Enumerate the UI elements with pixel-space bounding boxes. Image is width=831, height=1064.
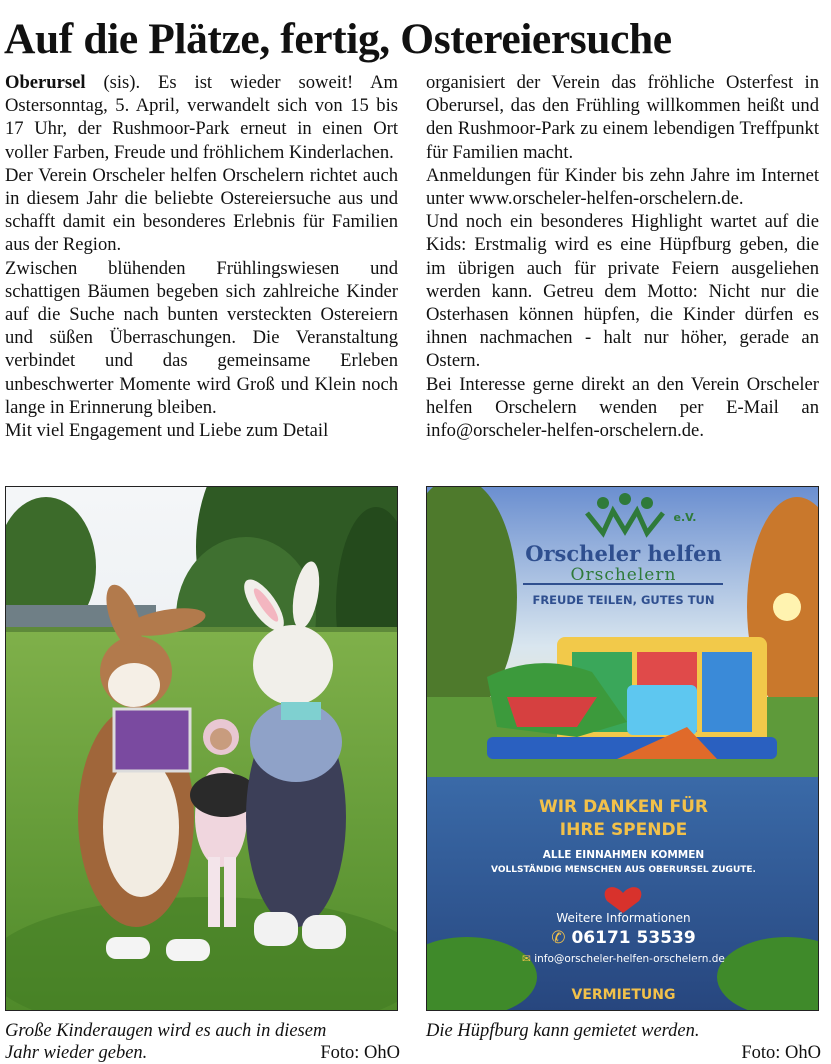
caption-text: Die Hüpfburg kann gemietet werden. xyxy=(426,1021,700,1041)
flyer-phone-number: 06171 53539 xyxy=(571,928,696,948)
article-headline: Auf die Plätze, fertig, Ostereiersuche xyxy=(4,15,672,63)
flyer-rental: VERMIETUNG xyxy=(571,987,676,1003)
flyer-org-name-1: Orscheler helfen xyxy=(525,541,722,566)
flyer-income-1: ALLE EINNAHMEN KOMMEN xyxy=(542,849,705,861)
flyer-email xyxy=(427,953,819,965)
photo-credit: Foto: OhO xyxy=(320,1043,400,1063)
flyer-more-info: Weitere Informationen xyxy=(556,911,691,925)
caption-text: Jahr wieder geben. xyxy=(5,1043,148,1063)
phone-icon: ✆ xyxy=(551,928,572,948)
flyer-email-address: info@orscheler-helfen-orschelern.de xyxy=(534,953,725,965)
caption-text: Große Kinderaugen wird es auch in diesem xyxy=(5,1021,327,1041)
flyer-thanks-2: IHRE SPENDE xyxy=(559,820,688,840)
flyer-slogan: FREUDE TEILEN, GUTES TUN xyxy=(532,593,715,607)
paragraph: Mit viel Engagement und Liebe zum Detail xyxy=(5,420,329,442)
paragraph-text: (sis). Es ist wieder soweit! Am Ostersonntag, 5. April, verwandelt sich von 15 bis 17 Uhr, der Rushmoor-Park erneut in einen Ort voller Farben, Freude und fröhlichem Kinderlachen. xyxy=(5,72,398,163)
photo-easter-bunnies xyxy=(5,486,398,1011)
flyer-bouncy-castle xyxy=(426,486,819,1011)
caption-right xyxy=(426,1020,821,1064)
flyer-org-name-2: Orschelern xyxy=(570,565,677,585)
caption-left xyxy=(5,1020,400,1064)
paragraph xyxy=(5,71,398,164)
article-column-left xyxy=(5,71,398,442)
paragraph: organisiert der Verein das fröhliche Osterfest in Oberursel, das den Frühling willkommen heißt und den Rushmoor-Park zu einem lebendigen Treffpunkt für Familien macht. xyxy=(426,72,819,163)
paragraph: Bei Interesse gerne direkt an den Verein Orscheler helfen Orschelern wenden per E-Mail an info@orscheler-helfen-orschelern.de. xyxy=(426,373,819,442)
paragraph: Und noch ein besonderes Highlight wartet auf die Kids: Erstmalig wird es eine Hüpfburg geben, die im übrigen auch für private Feiern ausgeliehen werden kann. Getreu dem Motto: Nicht nur die Osterhasen können hüpfen, die Kinder dürfen es ihnen nachmachen - halt nur höher, gerade an Ostern. xyxy=(426,211,819,372)
paragraph: Zwischen blühenden Frühlingswiesen und schattigen Bäumen begeben sich zahlreiche Kinder auf die Suche nach bunten versteckten Ostereiern und süßen Überraschungen. Die Veranstaltung verbindet und das gemeinsame Erleben unbeschwerter Momente wird Groß und Klein noch lange in Erinnerung bleiben. xyxy=(5,257,398,418)
photo-credit: Foto: OhO xyxy=(741,1043,821,1063)
logo-suffix: e.V. xyxy=(673,511,697,524)
paragraph: Der Verein Orscheler helfen Orschelern richtet auch in diesem Jahr die beliebte Ostereiersuche aus und schafft damit ein besonderes Erlebnis für Familien aus der Region. xyxy=(5,164,398,256)
paragraph: Anmeldungen für Kinder bis zehn Jahre im Internet unter www.orscheler-helfen-orschelern.de. xyxy=(426,164,819,210)
mail-icon: ✉ xyxy=(522,953,535,965)
flyer-thanks-1: WIR DANKEN FÜR xyxy=(538,797,709,817)
easter-bunnies-illustration xyxy=(6,487,398,1011)
flyer-income-2: VOLLSTÄNDIG MENSCHEN AUS OBERURSEL ZUGUTE. xyxy=(491,865,756,875)
dateline: Oberursel xyxy=(5,72,86,93)
flyer-phone xyxy=(427,928,819,948)
article-column-right xyxy=(426,71,819,442)
